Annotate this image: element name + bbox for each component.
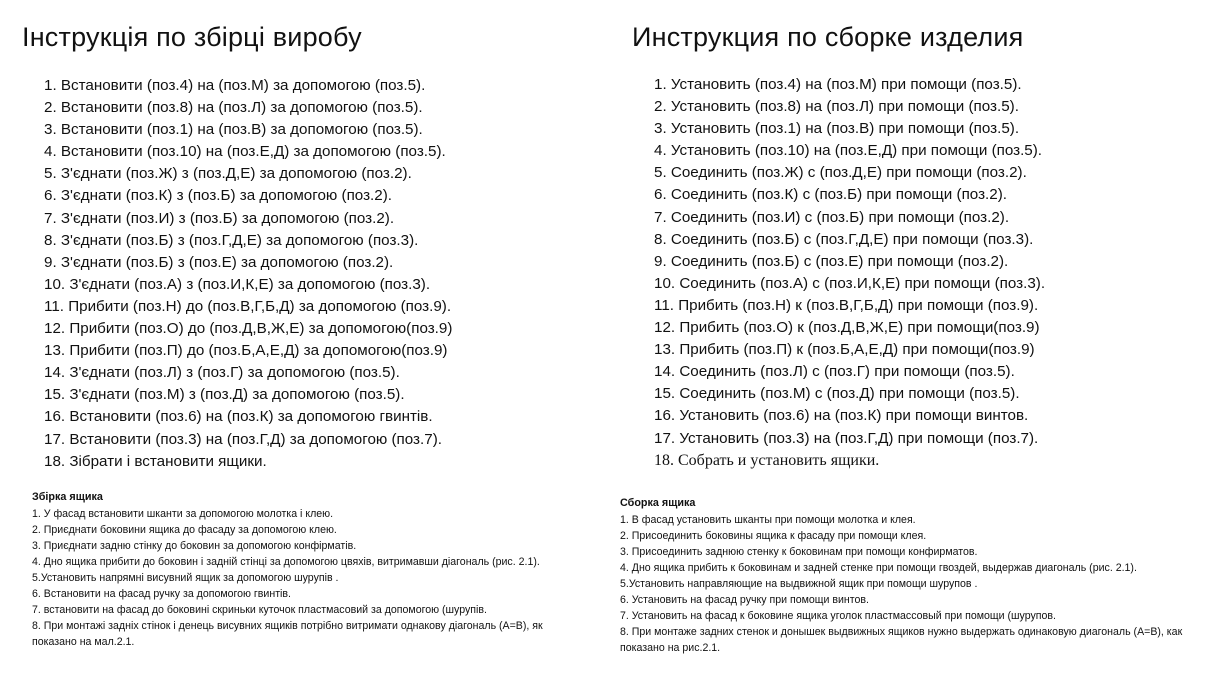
assembly-step: 5. Соединить (поз.Ж) с (поз.Д,Е) при помощи (поз.2).: [654, 164, 1027, 182]
assembly-step: 12. Прибить (поз.О) к (поз.Д,В,Ж,Е) при помощи(поз.9): [654, 319, 1040, 337]
russian-drawer-assembly: [620, 495, 1195, 656]
drawer-step: 6. Установить на фасад ручку при помощи винтов.: [620, 594, 869, 606]
assembly-step: 4. Установить (поз.10) на (поз.Е,Д) при помощи (поз.5).: [654, 142, 1043, 160]
assembly-step: 3. Установить (поз.1) на (поз.В) при помощи (поз.5).: [654, 120, 1020, 138]
assembly-step: 18. Зібрати і встановити ящики.: [44, 452, 267, 470]
drawer-step: 3. Присоединить заднюю стенку к боковинам при помощи конфирматов.: [620, 546, 978, 558]
assembly-step: 7. З'єднати (поз.И) з (поз.Б) за допомогою (поз.2).: [44, 209, 395, 227]
assembly-step: 16. Встановити (поз.6) на (поз.К) за допомогою гвинтів.: [44, 408, 433, 426]
drawer-step: 1. В фасад установить шканты при помощи молотка и клея.: [620, 514, 916, 526]
assembly-step: 15. Соединить (поз.М) с (поз.Д) при помощи (поз.5).: [654, 385, 1020, 403]
assembly-step: 5. З'єднати (поз.Ж) з (поз.Д,Е) за допомогою (поз.2).: [44, 165, 412, 183]
russian-assembly-steps: [654, 74, 1045, 472]
assembly-step: 13. Прибити (поз.П) до (поз.Б,А,Е,Д) за допомогою(поз.9): [44, 342, 448, 360]
assembly-step: 9. З'єднати (поз.Б) з (поз.Е) за допомогою (поз.2).: [44, 253, 394, 271]
assembly-step: 1. Встановити (поз.4) на (поз.М) за допомогою (поз.5).: [44, 77, 426, 94]
assembly-step: 14. Соединить (поз.Л) с (поз.Г) при помощи (поз.5).: [654, 363, 1015, 381]
drawer-step: 1. У фасад встановити шканти за допомогою молотка і клею.: [32, 508, 334, 520]
assembly-step: 9. Соединить (поз.Б) с (поз.Е) при помощи (поз.2).: [654, 252, 1009, 270]
drawer-step: 3. Приєднати задню стінку до боковин за допомогою конфірматів.: [32, 540, 357, 552]
drawer-assembly-heading: Збірка ящика: [32, 491, 103, 503]
assembly-step: 8. Соединить (поз.Б) с (поз.Г,Д,Е) при помощи (поз.3).: [654, 230, 1034, 248]
assembly-step: 6. Соединить (поз.К) с (поз.Б) при помощи (поз.2).: [654, 186, 1007, 204]
assembly-step: 16. Установить (поз.6) на (поз.К) при помощи винтов.: [654, 407, 1029, 425]
drawer-step: 4. Дно ящика прибити до боковин і задній стінці за допомогою цвяхів, витримавши діагональ (рис. 2.1).: [32, 556, 540, 568]
drawer-assembly-heading: Сборка ящика: [620, 497, 696, 509]
drawer-step: 8. При монтажі задніх стінок і денець висувних ящиків потрібно витримати однакову діагональ (А=В), як показано на мал.2.1.: [32, 620, 543, 648]
ukrainian-assembly-steps: [44, 75, 452, 473]
drawer-step: 7. Установить на фасад к боковине ящика уголок пластмассовый при помощи (шурупов.: [620, 610, 1056, 622]
drawer-step: 7. встановити на фасад до боковині скриньки куточок пластмасовий за допомогою (шурупів.: [32, 604, 487, 616]
drawer-step: 2. Приєднати боковини ящика до фасаду за допомогою клею.: [32, 524, 337, 536]
assembly-step: 1. Установить (поз.4) на (поз.М) при помощи (поз.5).: [654, 76, 1022, 93]
assembly-step: 6. З'єднати (поз.К) з (поз.Б) за допомогою (поз.2).: [44, 187, 392, 205]
assembly-step: 8. З'єднати (поз.Б) з (поз.Г,Д,Е) за допомогою (поз.3).: [44, 231, 419, 249]
assembly-step: 2. Установить (поз.8) на (поз.Л) при помощи (поз.5).: [654, 98, 1019, 116]
assembly-step: 18. Собрать и установить ящики.: [654, 451, 880, 469]
drawer-step: 5.Установить направляющие на выдвижной ящик при помощи шурупов .: [620, 578, 978, 590]
drawer-step: 8. При монтаже задних стенок и донышек выдвижных ящиков нужно выдержать одинаковую диагональ (А=В), как показано на рис.2.1.: [620, 626, 1183, 654]
assembly-step: 10. З'єднати (поз.А) з (поз.И,К,Е) за допомогою (поз.3).: [44, 275, 431, 293]
ukrainian-title: Інструкція по збірці виробу: [22, 22, 362, 52]
drawer-step: 4. Дно ящика прибить к боковинам и задней стенке при помощи гвоздей, выдержав диагональ (рис. 2.1).: [620, 562, 1137, 574]
assembly-step: 15. З'єднати (поз.М) з (поз.Д) за допомогою (поз.5).: [44, 386, 405, 404]
assembly-step: 11. Прибить (поз.Н) к (поз.В,Г,Б,Д) при помощи (поз.9).: [654, 296, 1039, 314]
ukrainian-drawer-assembly: [32, 489, 562, 650]
assembly-step: 2. Встановити (поз.8) на (поз.Л) за допомогою (поз.5).: [44, 99, 423, 117]
assembly-step: 10. Соединить (поз.А) с (поз.И,К,Е) при помощи (поз.3).: [654, 274, 1046, 292]
assembly-step: 7. Соединить (поз.И) с (поз.Б) при помощи (поз.2).: [654, 208, 1010, 226]
drawer-step: 6. Встановити на фасад ручку за допомогою гвинтів.: [32, 588, 291, 600]
assembly-step: 4. Встановити (поз.10) на (поз.Е,Д) за допомогою (поз.5).: [44, 143, 446, 161]
drawer-step: 2. Присоединить боковины ящика к фасаду при помощи клея.: [620, 530, 927, 542]
assembly-step: 13. Прибить (поз.П) к (поз.Б,А,Е,Д) при помощи(поз.9): [654, 341, 1035, 359]
assembly-step: 14. З'єднати (поз.Л) з (поз.Г) за допомогою (поз.5).: [44, 364, 400, 382]
assembly-step: 3. Встановити (поз.1) на (поз.В) за допомогою (поз.5).: [44, 121, 423, 139]
assembly-step: 17. Встановити (поз.3) на (поз.Г,Д) за допомогою (поз.7).: [44, 430, 442, 448]
russian-title: Инструкция по сборке изделия: [632, 22, 1024, 52]
assembly-step: 11. Прибити (поз.Н) до (поз.В,Г,Б,Д) за допомогою (поз.9).: [44, 297, 452, 315]
drawer-step: 5.Установить напрямні висувний ящик за допомогою шурупів .: [32, 572, 339, 584]
assembly-step: 12. Прибити (поз.О) до (поз.Д,В,Ж,Е) за допомогою(поз.9): [44, 320, 453, 338]
assembly-step: 17. Установить (поз.3) на (поз.Г,Д) при помощи (поз.7).: [654, 429, 1039, 447]
